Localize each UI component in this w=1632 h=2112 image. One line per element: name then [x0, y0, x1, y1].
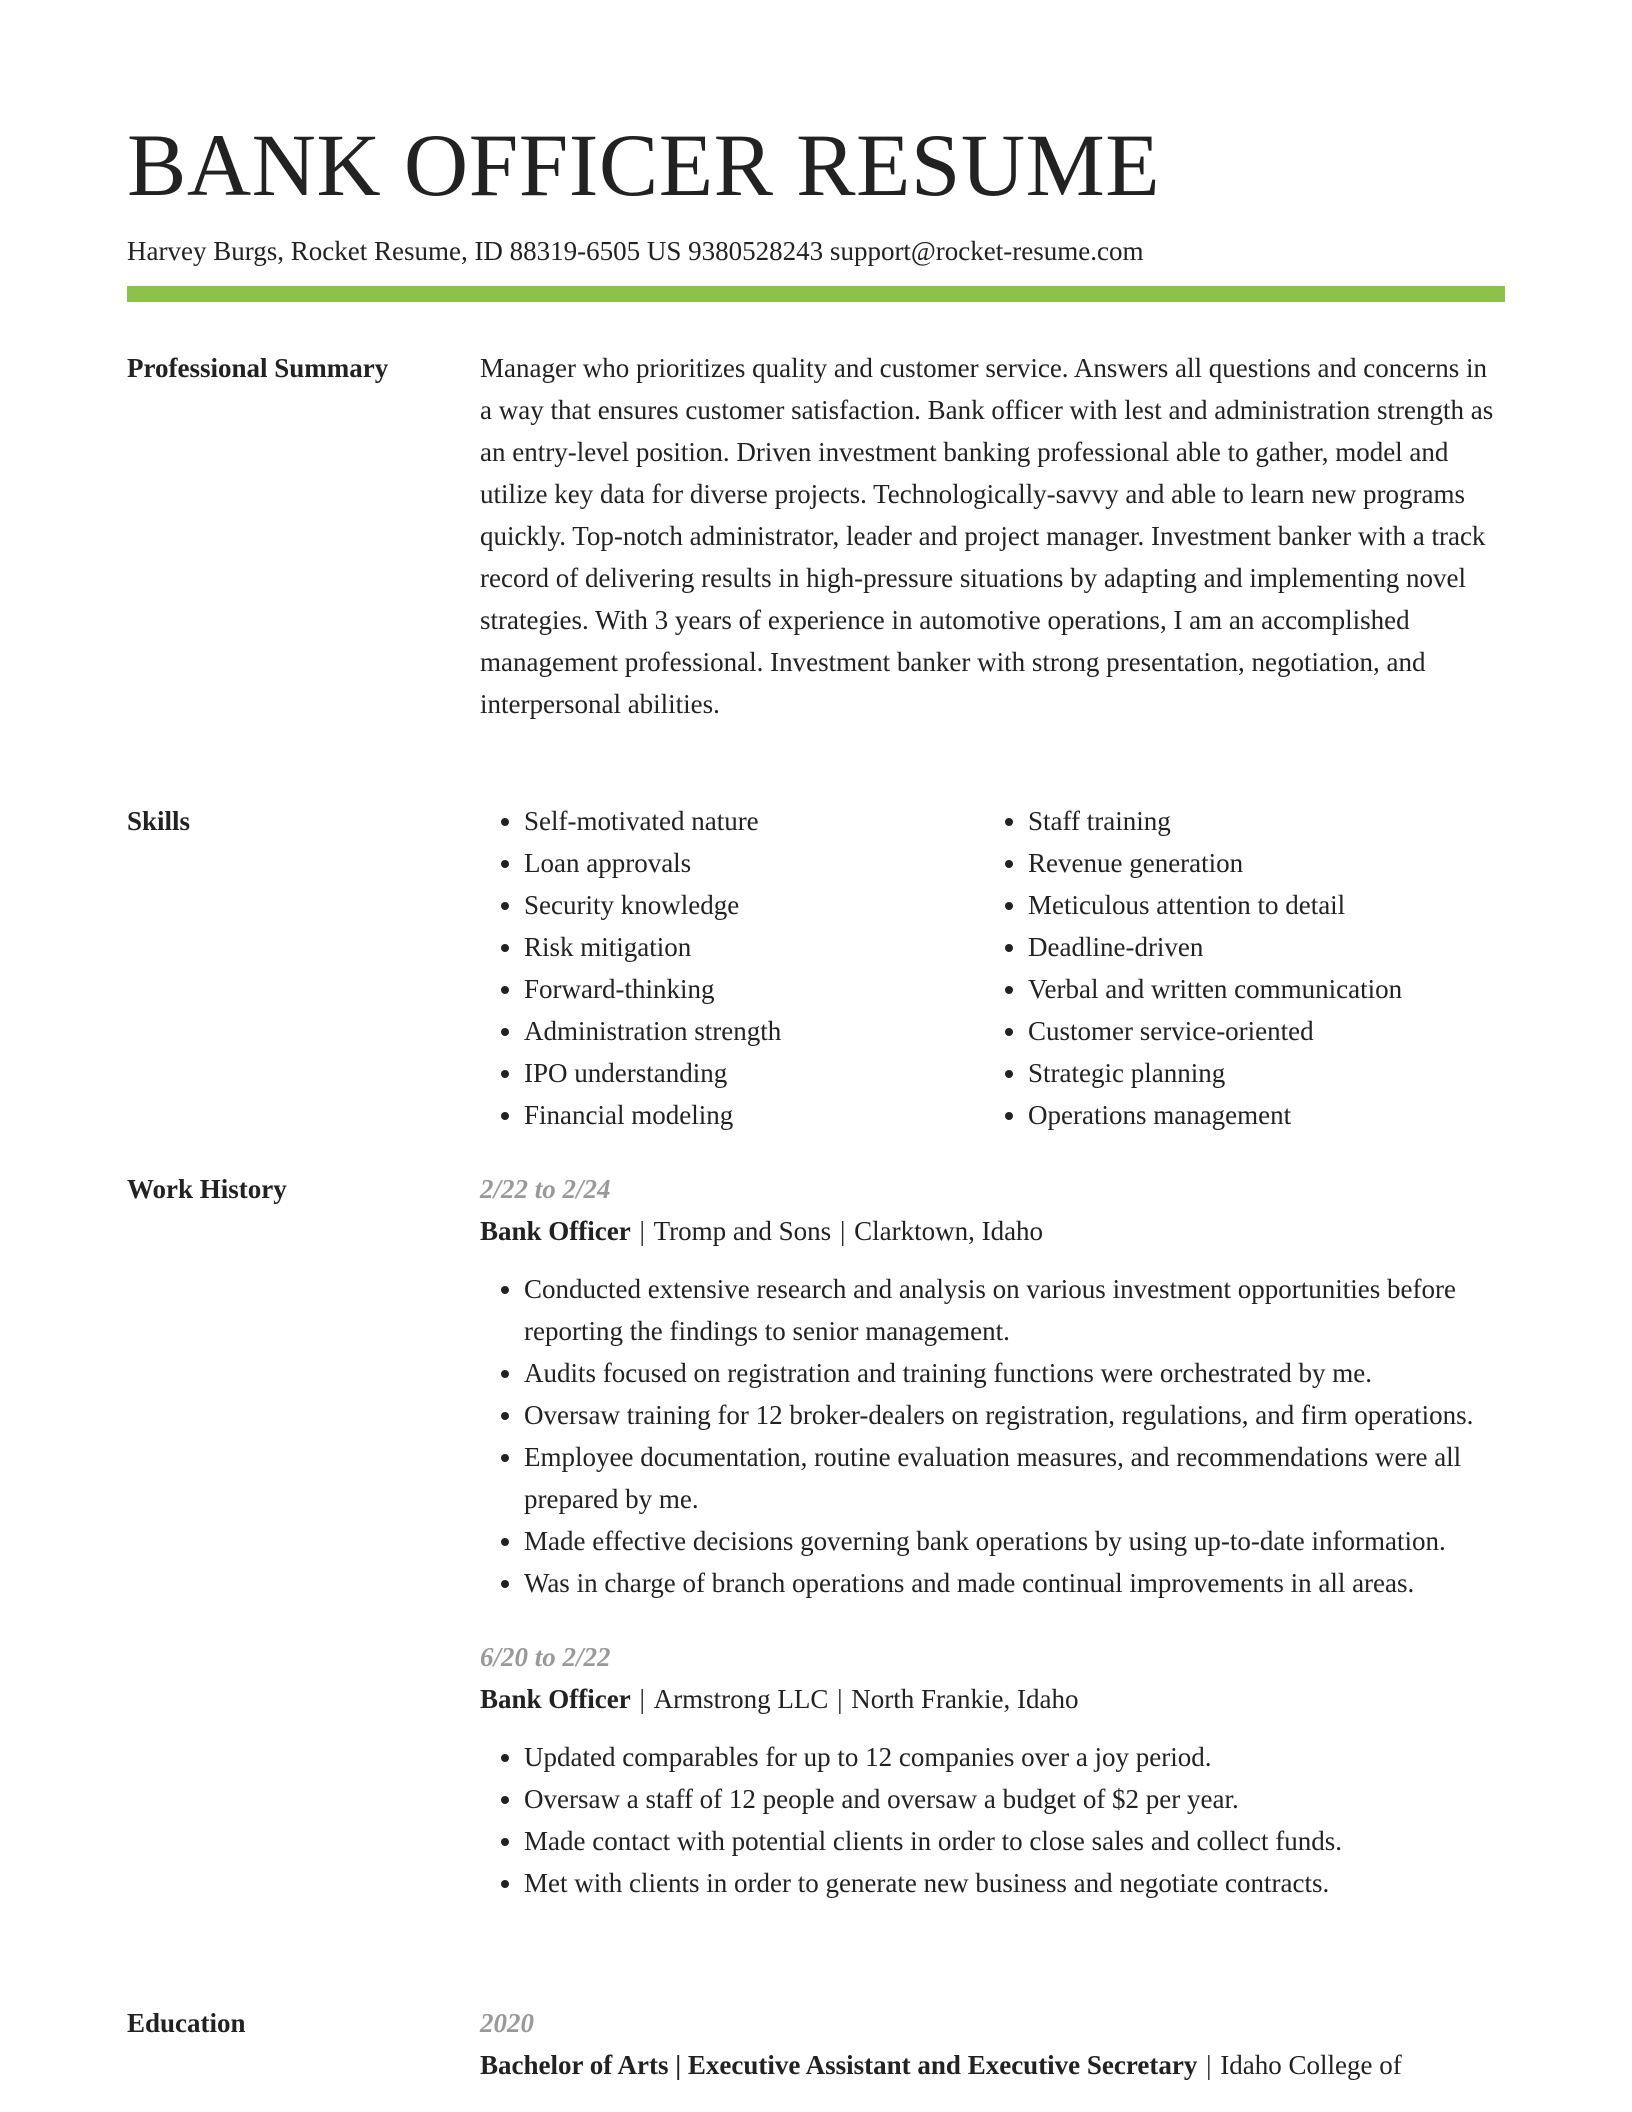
contact-line: Harvey Burgs, Rocket Resume, ID 88319-6505 US 9380528243 support@rocket-resume.com — [127, 236, 1144, 266]
job-title: Bank Officer — [480, 1216, 631, 1246]
skill-item: • Deadline-driven — [1028, 926, 1402, 968]
skill-item: • Verbal and written communication — [1028, 968, 1402, 1010]
skill-item: • Forward-thinking — [524, 968, 781, 1010]
job-heading — [480, 1678, 1505, 1720]
job-bullet: • Was in charge of branch operations and made continual improvements in all areas. — [524, 1562, 1505, 1604]
resume-title: BANK OFFICER RESUME — [127, 117, 1161, 215]
skill-item: • Self-motivated nature — [524, 800, 781, 842]
skill-item: • Loan approvals — [524, 842, 781, 884]
work-body — [480, 1168, 1505, 1904]
job-dates: 6/20 to 2/22 — [480, 1642, 611, 1672]
summary-body — [480, 347, 1505, 725]
job-bullets — [480, 1268, 1505, 1604]
job-bullet: • Met with clients in order to generate new business and negotiate contracts. — [524, 1862, 1505, 1904]
job-bullets — [480, 1736, 1505, 1904]
job-bullet: • Updated comparables for up to 12 companies over a joy period. — [524, 1736, 1505, 1778]
job-location: Clarktown, Idaho — [854, 1216, 1044, 1246]
skill-item: • Operations management — [1028, 1094, 1402, 1136]
education-school: Idaho College of — [1220, 2050, 1402, 2080]
skill-item: • Risk mitigation — [524, 926, 781, 968]
separator: | — [830, 1684, 850, 1714]
skill-item: • Customer service-oriented — [1028, 1010, 1402, 1052]
job-location: North Frankie, Idaho — [851, 1684, 1079, 1714]
skill-item: • Administration strength — [524, 1010, 781, 1052]
job-entry — [480, 1636, 1505, 1904]
separator: | — [1199, 2050, 1219, 2080]
job-company: Tromp and Sons — [653, 1216, 832, 1246]
job-dates: 2/22 to 2/24 — [480, 1174, 611, 1204]
job-bullet: • Oversaw a staff of 12 people and oversaw a budget of $2 per year. — [524, 1778, 1505, 1820]
job-bullet: • Employee documentation, routine evaluation measures, and recommendations were all prepared by me. — [524, 1436, 1505, 1520]
skills-label: Skills — [127, 806, 191, 836]
skill-item: • Staff training — [1028, 800, 1402, 842]
skill-item: • IPO understanding — [524, 1052, 781, 1094]
job-heading — [480, 1210, 1505, 1252]
skill-item: • Financial modeling — [524, 1094, 781, 1136]
education-degree: Bachelor of Arts | Executive Assistant and Executive Secretary — [480, 2050, 1198, 2080]
job-bullet: • Oversaw training for 12 broker-dealers on registration, regulations, and firm operations. — [524, 1394, 1505, 1436]
job-bullet: • Made contact with potential clients in order to close sales and collect funds. — [524, 1820, 1505, 1862]
education-heading — [480, 2044, 1505, 2086]
job-bullet: • Conducted extensive research and analysis on various investment opportunities before reporting the findings to senior management. — [524, 1268, 1505, 1352]
accent-divider — [127, 286, 1505, 302]
separator: | — [833, 1216, 853, 1246]
skill-item: • Meticulous attention to detail — [1028, 884, 1402, 926]
separator: | — [632, 1216, 652, 1246]
skill-item: • Security knowledge — [524, 884, 781, 926]
work-label: Work History — [127, 1174, 287, 1204]
skills-list-right — [984, 800, 1402, 1136]
job-title: Bank Officer — [480, 1684, 631, 1714]
skill-item: • Strategic planning — [1028, 1052, 1402, 1094]
skills-list-left — [480, 800, 781, 1136]
summary-text: Manager who prioritizes quality and customer service. Answers all questions and concerns in a way that ensures customer satisfaction. Bank officer with lest and administration strength as an entry-level position. Driven investment banking professional able to gather, model and utilize key data for diverse projects. Technologically-savvy and able to learn new programs quickly. Top-notch administrator, leader and project manager. Investment banker with a track record of delivering results in high-pressure situations by adapting and implementing novel strategies. With 3 years of experience in automotive operations, I am an accomplished management professional. Investment banker with strong presentation, negotiation, and interpersonal abilities. — [480, 353, 1494, 719]
job-bullet: • Audits focused on registration and training functions were orchestrated by me. — [524, 1352, 1505, 1394]
job-company: Armstrong LLC — [653, 1684, 829, 1714]
job-bullet: • Made effective decisions governing bank operations by using up-to-date information. — [524, 1520, 1505, 1562]
skills-body — [480, 800, 1505, 1140]
education-year: 2020 — [480, 2008, 534, 2038]
separator: | — [632, 1684, 652, 1714]
education-body — [480, 2002, 1505, 2086]
skill-item: • Revenue generation — [1028, 842, 1402, 884]
job-entry — [480, 1168, 1505, 1604]
education-label: Education — [127, 2008, 246, 2038]
summary-label: Professional Summary — [127, 353, 389, 383]
